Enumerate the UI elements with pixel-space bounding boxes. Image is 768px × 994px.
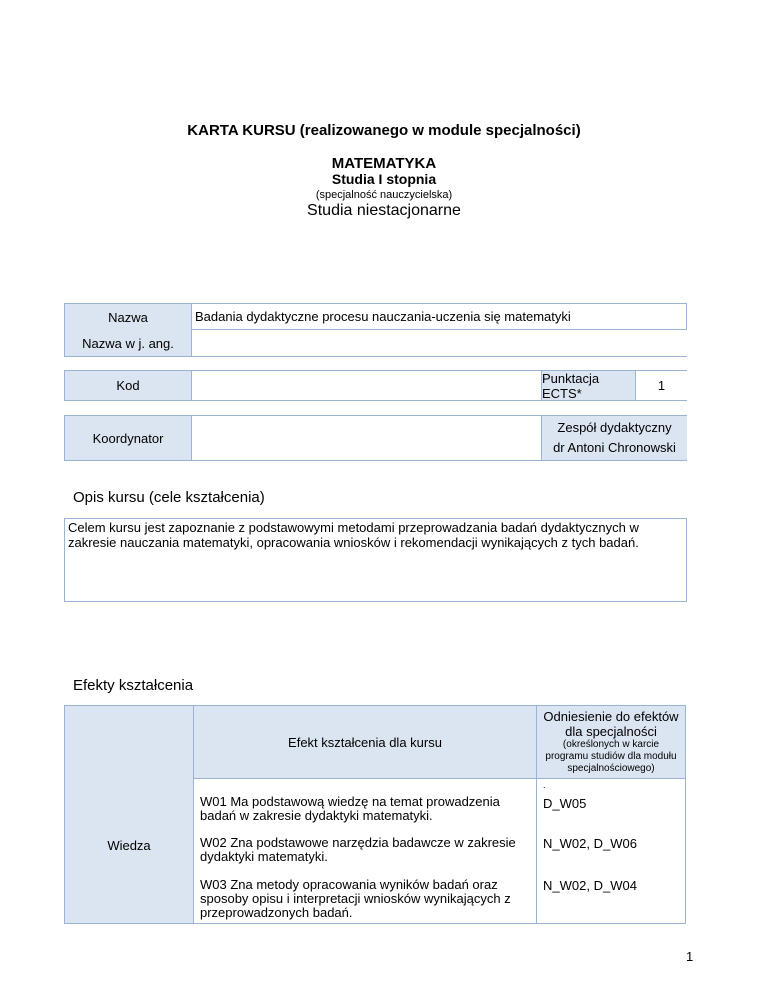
learning-outcomes-table [64, 705, 686, 924]
study-level: Studia I stopnia [331, 171, 437, 187]
specialty-note: (specjalność nauczycielska) [315, 189, 453, 201]
code-table [64, 370, 687, 401]
reference-value: D_W05 [543, 796, 587, 811]
name-label: Nazwa [65, 304, 191, 330]
ects-value: 1 [635, 371, 687, 400]
teaching-team [541, 416, 687, 460]
reference-cell: N_W02, D_W04 [537, 870, 686, 924]
category-cell [65, 706, 194, 924]
code-value [191, 371, 542, 400]
column-header-reference [537, 706, 686, 779]
code-label: Kod [65, 371, 191, 400]
category-label: Wiedza [107, 838, 151, 853]
course-description-heading: Opis kursu (cele kształcenia) [73, 489, 265, 506]
name-en-value [191, 330, 687, 356]
column-header-effect: Efekt kształcenia dla kursu [194, 706, 537, 779]
name-table [64, 303, 687, 357]
coordinator-table [64, 415, 687, 461]
learning-outcomes-heading: Efekty kształcenia [73, 677, 194, 694]
reference-mark: . [543, 780, 546, 790]
study-mode: Studia niestacjonarne [307, 202, 461, 219]
ects-label: Punktacja ECTS* [541, 371, 636, 400]
document-title: KARTA KURSU (realizowanego w module specjalności) [187, 122, 581, 139]
coordinator-value [191, 416, 542, 460]
column-header-reference-note: (określonych w karcie programu studiów dla modułu specjalnościowego) [545, 739, 677, 774]
name-en-label: Nazwa w j. ang. [65, 330, 191, 356]
effect-cell: W02 Zna podstawowe narzędzia badawcze w zakresie dydaktyki matematyki. [194, 830, 537, 870]
column-header-reference-title: Odniesienie do efektów dla specjalności [543, 709, 679, 739]
teaching-team-label: Zespół dydaktyczny [557, 420, 672, 435]
table-header-row [65, 706, 686, 779]
effect-cell: W03 Zna metody opracowania wyników badań oraz sposoby opisu i interpretacji wniosków wynikających z przeprowadzonych badań. [194, 870, 537, 924]
reference-cell: N_W02, D_W06 [537, 830, 686, 870]
course-description-text: Celem kursu jest zapoznanie z podstawowymi metodami przeprowadzania badań dydaktycznych w zakresie nauczania matematyki, opracowania wniosków i rekomendacji wynikających z tych badań. [64, 518, 687, 602]
coordinator-label: Koordynator [65, 416, 191, 460]
effect-cell: W01 Ma podstawową wiedzę na temat prowadzenia badań w zakresie dydaktyki matematyki. [194, 779, 537, 830]
name-value: Badania dydaktyczne procesu nauczania-uczenia się matematyki [191, 304, 686, 330]
page-number: 1 [686, 949, 694, 964]
teaching-team-value: dr Antoni Chronowski [553, 440, 676, 455]
reference-cell [537, 779, 686, 830]
subject-title: MATEMATYKA [331, 155, 437, 172]
